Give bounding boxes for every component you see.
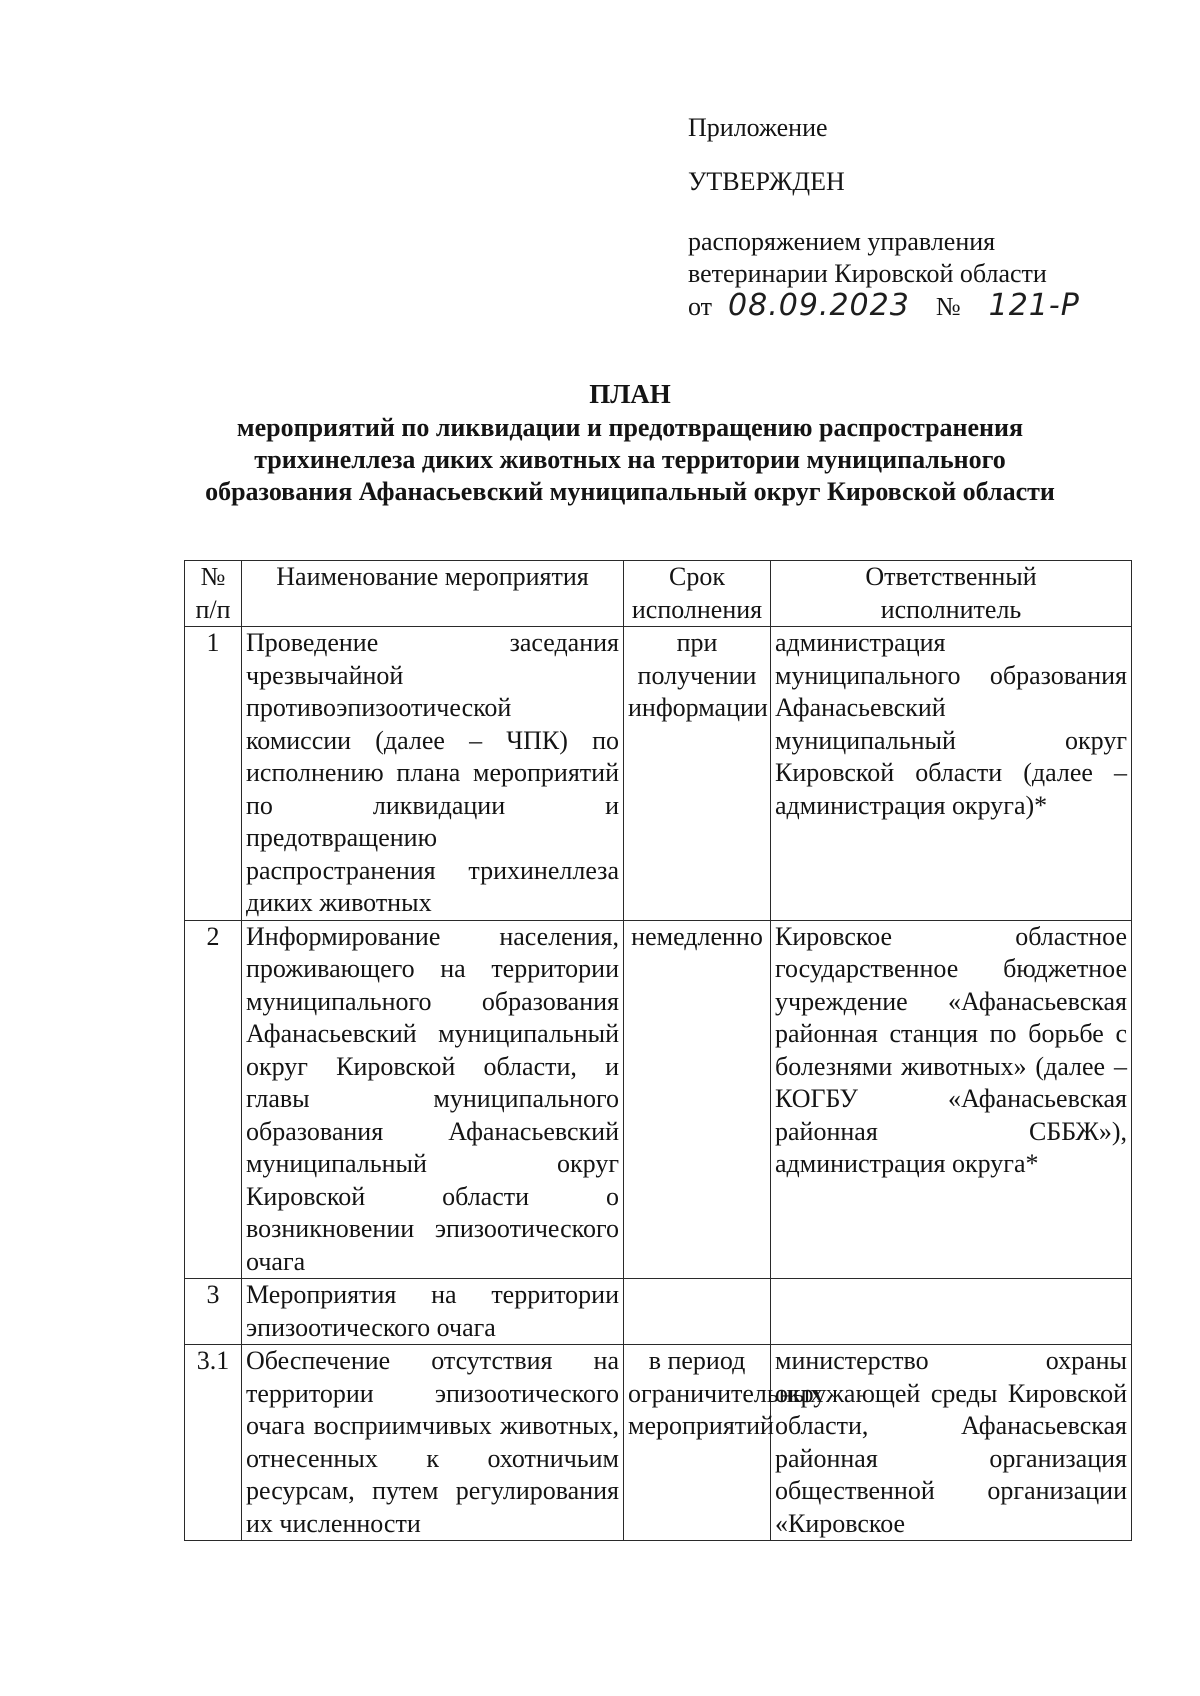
from-label: от: [688, 292, 713, 321]
document-title: [150, 378, 1110, 508]
header-term-line-2: исполнения: [631, 594, 763, 624]
row-number: 3: [185, 1279, 242, 1345]
row-activity: Проведение заседания чрезвычайной противоэпизоотической комиссии (далее – ЧПК) по исполнению плана мероприятий по ликвидации и предотвращению распространения трихинеллеза диких животных: [242, 627, 624, 921]
table-header-row: [185, 561, 1132, 627]
header-number-line-2: п/п: [195, 594, 231, 624]
header-name: Наименование мероприятия: [242, 561, 624, 627]
table-row: [185, 627, 1132, 921]
header-number-line-1: №: [200, 562, 226, 591]
approval-block: [688, 112, 1128, 323]
order-date-number-line: [688, 290, 1128, 323]
table-row: [185, 920, 1132, 1279]
row-responsible: администрация муниципального образования Афанасьевский муниципальный округ Кировской области (далее – администрация округа)*: [771, 627, 1132, 921]
number-sign: №: [935, 292, 961, 321]
title-main: ПЛАН: [589, 379, 671, 409]
row-responsible: [771, 1279, 1132, 1345]
row-responsible: министерство охраны окружающей среды Кировской области, Афанасьевская районная организация общественной организации «Кировское: [771, 1345, 1132, 1541]
table-row: [185, 1279, 1132, 1345]
header-term-line-1: Срок: [669, 562, 725, 591]
order-line-1: распоряжением управления: [688, 227, 996, 256]
row-term: [624, 1279, 771, 1345]
handwritten-number: 121-Р: [988, 288, 1080, 323]
handwritten-date: 08.09.2023: [728, 288, 910, 323]
title-line-1: мероприятий по ликвидации и предотвращению распространения: [236, 413, 1024, 442]
row-term: при получении информации: [624, 627, 771, 921]
row-activity: Обеспечение отсутствия на территории эпизоотического очага восприимчивых животных, отнесенных к охотничьим ресурсам, путем регулирования их численности: [242, 1345, 624, 1541]
row-number: 1: [185, 627, 242, 921]
order-line-2: ветеринарии Кировской области: [688, 259, 1047, 288]
row-responsible: Кировское областное государственное бюджетное учреждение «Афанасьевская районная станция по борьбе с болезнями животных» (далее – КОГБУ «Афанасьевская районная СББЖ»), администрация округа*: [771, 920, 1132, 1279]
header-term: [624, 561, 771, 627]
header-responsible-line-1: Ответственный: [865, 562, 1037, 591]
row-activity: Информирование населения, проживающего на территории муниципального образования Афанасьевский муниципальный округ Кировской области, и главы муниципального образования Афанасьевский муниципальный округ Кировской области о возникновении эпизоотического очага: [242, 920, 624, 1279]
approved-label: УТВЕРЖДЕН: [688, 167, 845, 196]
table-row: [185, 1345, 1132, 1541]
header-responsible: [771, 561, 1132, 627]
plan-table: [184, 560, 1132, 1541]
title-line-3: образования Афанасьевский муниципальный округ Кировской области: [205, 477, 1055, 506]
row-term: немедленно: [624, 920, 771, 1279]
header-number: [185, 561, 242, 627]
row-number: 2: [185, 920, 242, 1279]
row-activity: Мероприятия на территории эпизоотического очага: [242, 1279, 624, 1345]
appendix-label: Приложение: [688, 113, 828, 142]
row-term: в период ограничительных мероприятий: [624, 1345, 771, 1541]
title-line-2: трихинеллеза диких животных на территории муниципального: [254, 445, 1006, 474]
header-responsible-line-2: исполнитель: [880, 594, 1022, 624]
row-number: 3.1: [185, 1345, 242, 1541]
